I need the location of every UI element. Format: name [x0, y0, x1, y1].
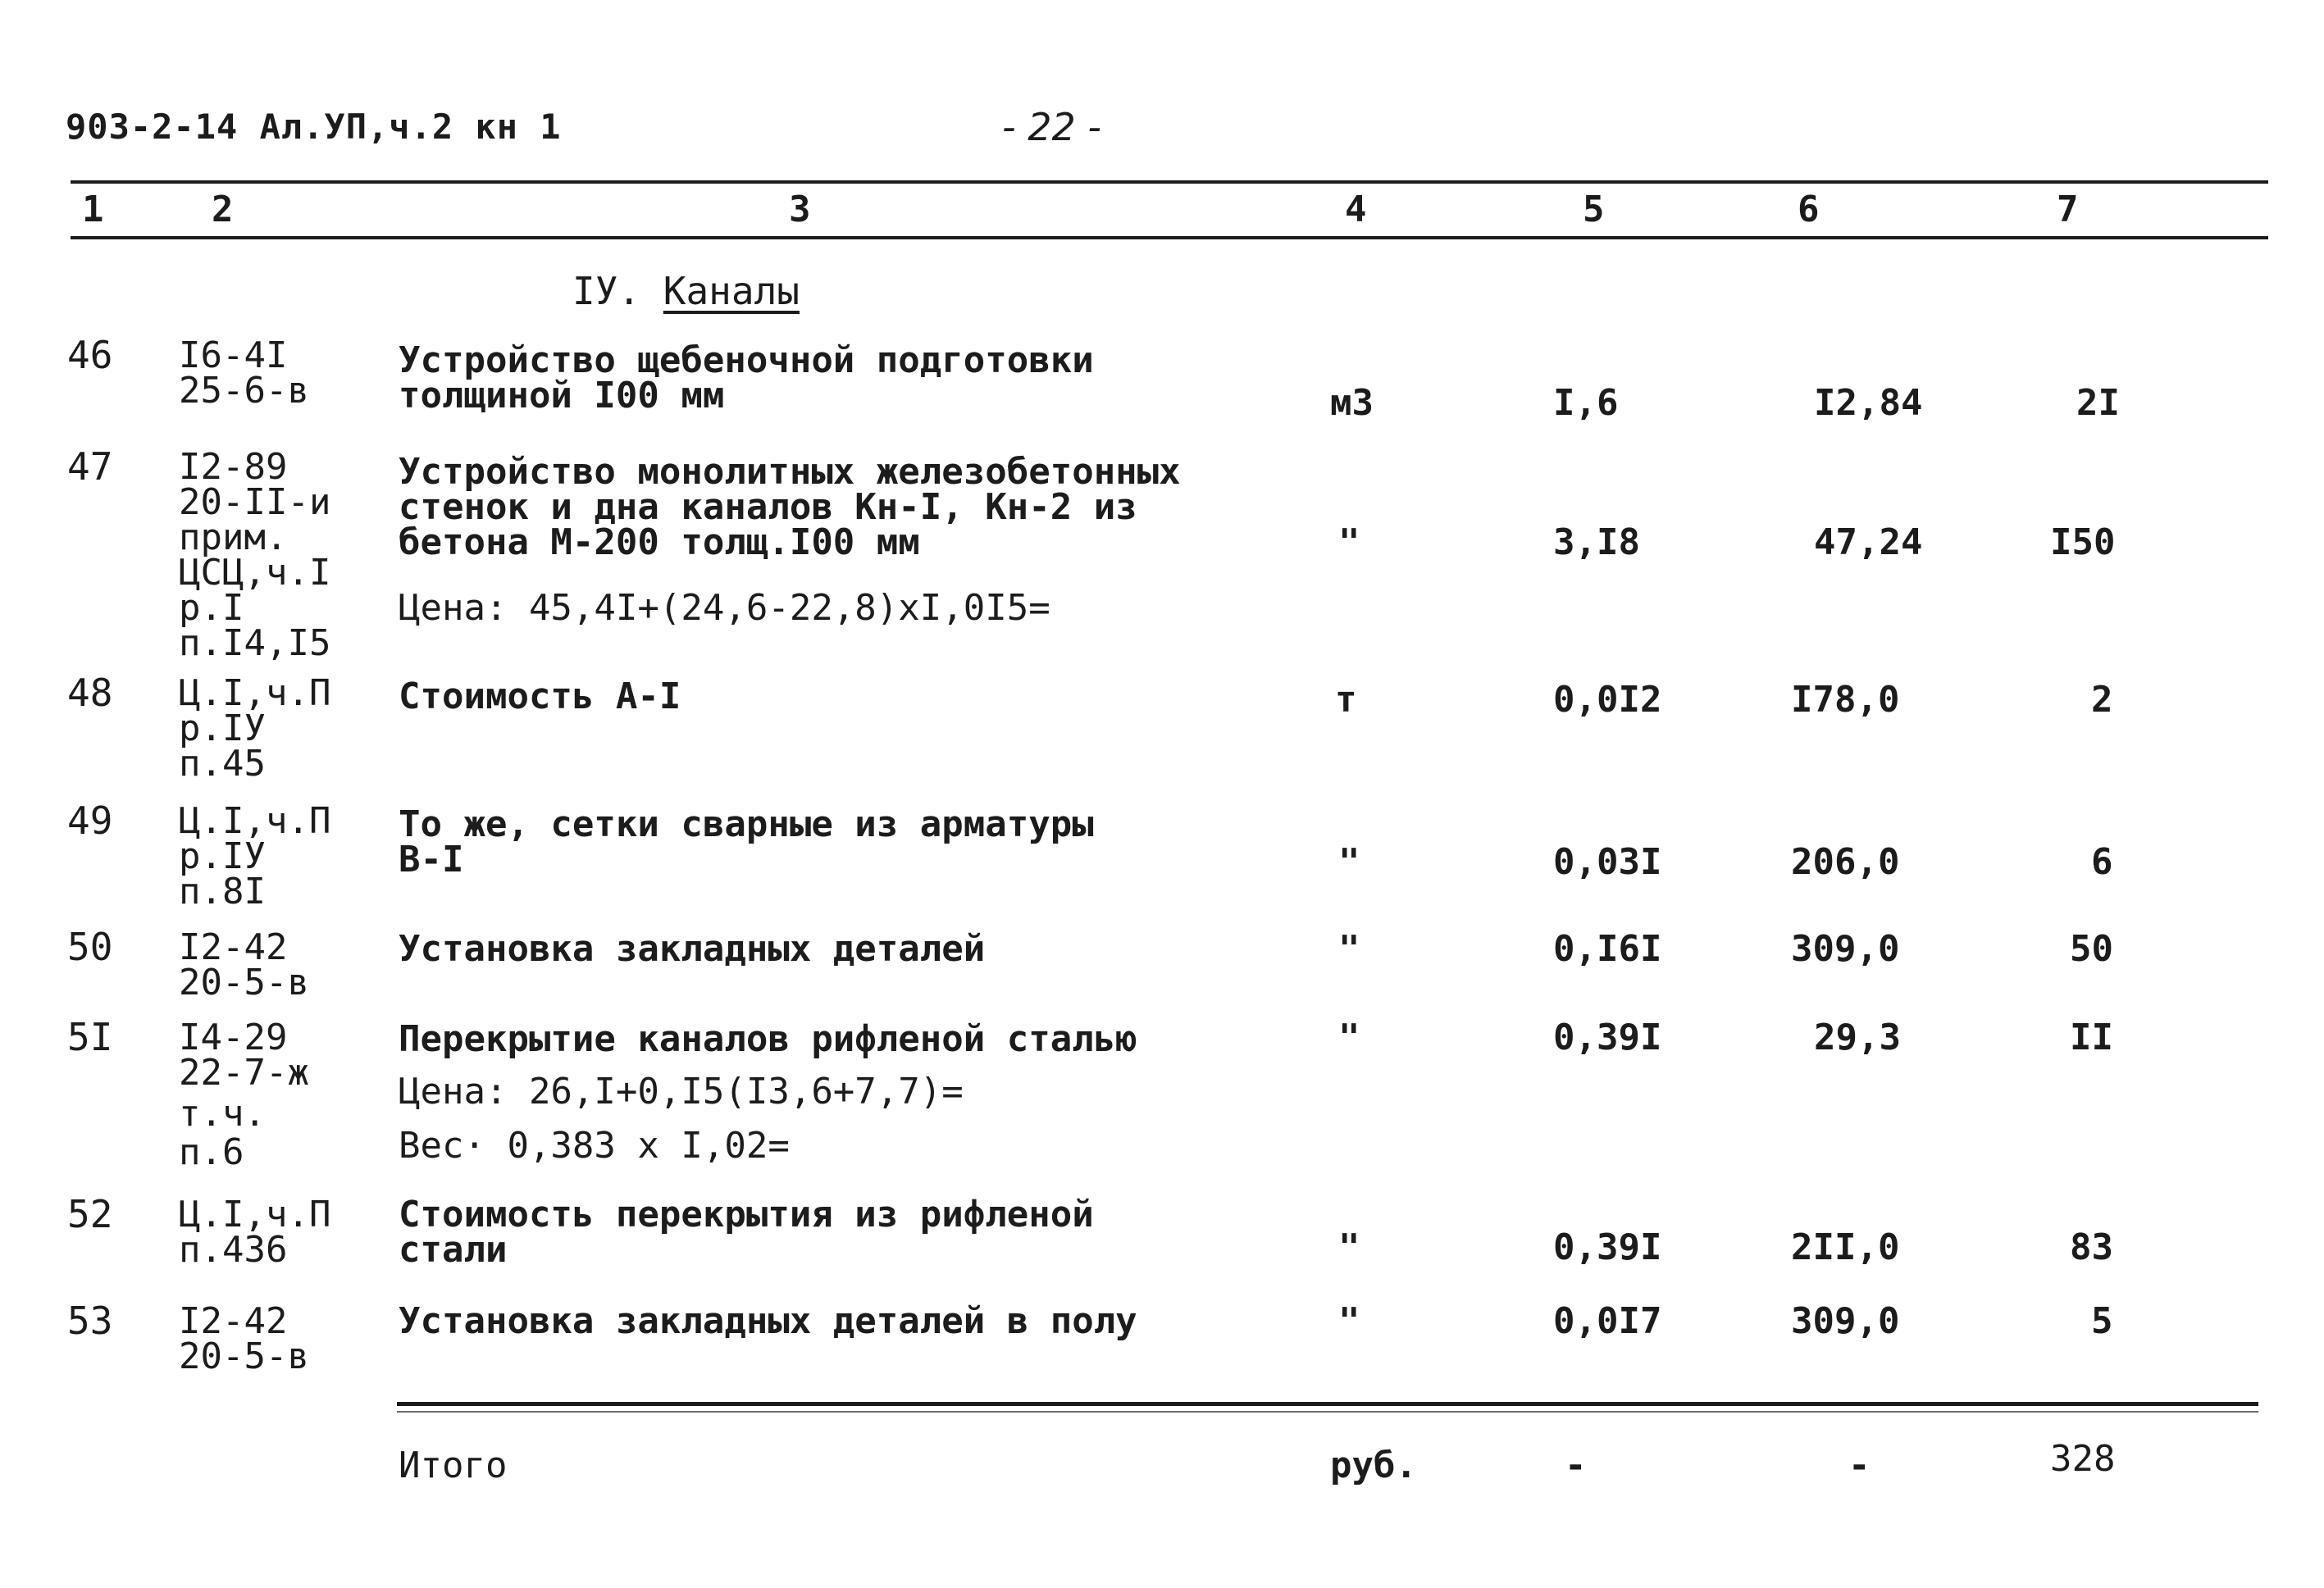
- row-52-desc-2: стали: [399, 1229, 508, 1271]
- row-53-number: 53: [67, 1299, 113, 1343]
- row-52-price: 2II,0: [1791, 1226, 1900, 1268]
- column-header-6: 6: [1798, 189, 1820, 230]
- row-51-ref-2: 22-7-ж: [179, 1052, 309, 1094]
- row-47-desc-1: Устройство монолитных железобетонных: [399, 451, 1181, 493]
- row-52-ref-2: п.436: [179, 1229, 288, 1271]
- row-48-qty: 0,0I2: [1553, 679, 1662, 721]
- row-49-ref-2: р.IУ: [179, 835, 266, 877]
- row-52-ref-1: Ц.I,ч.П: [179, 1194, 331, 1235]
- row-53-unit: ": [1338, 1300, 1360, 1342]
- row-48-desc-1: Стоимость А-I: [399, 676, 681, 717]
- row-53-ref-2: 20-5-в: [179, 1335, 309, 1377]
- row-53-desc-1: Установка закладных деталей в полу: [399, 1300, 1137, 1342]
- row-51-desc-1: Перекрытие каналов рифленой сталью: [399, 1018, 1137, 1060]
- row-51-price: 29,3: [1814, 1017, 1901, 1058]
- total-price: -: [1848, 1445, 1871, 1486]
- row-47-desc-2: стенок и дна каналов Кн-I, Кн-2 из: [399, 486, 1137, 528]
- row-47-note: Цена: 45,4I+(24,6-22,8)хI,0I5=: [399, 587, 1050, 629]
- section-heading: [572, 269, 800, 313]
- row-47-ref-2: 20-II-и: [179, 481, 331, 523]
- row-51-note-2: Вес· 0,383 х I,02=: [399, 1125, 790, 1167]
- row-46-qty: I,6: [1553, 382, 1619, 424]
- row-50-price: 309,0: [1791, 928, 1900, 970]
- row-48-ref-2: р.IУ: [179, 708, 266, 749]
- row-47-desc-3: бетона М-200 толщ.I00 мм: [399, 521, 920, 563]
- row-46-desc-1: Устройство щебеночной подготовки: [399, 339, 1094, 381]
- row-48-total: 2: [2091, 679, 2113, 721]
- row-49-unit: ": [1338, 841, 1360, 883]
- row-52-unit: ": [1338, 1226, 1360, 1268]
- column-header-5: 5: [1583, 189, 1605, 230]
- total-qty: -: [1565, 1445, 1587, 1486]
- header-rule-top: [71, 180, 2268, 184]
- row-49-price: 206,0: [1791, 841, 1900, 883]
- column-header-3: 3: [789, 189, 811, 230]
- row-47-unit: ": [1338, 521, 1360, 563]
- row-49-qty: 0,03I: [1553, 841, 1662, 883]
- row-50-desc-1: Установка закладных деталей: [399, 928, 986, 970]
- row-51-unit: ": [1338, 1017, 1360, 1058]
- row-47-price: 47,24: [1814, 521, 1923, 563]
- row-50-unit: ": [1338, 928, 1360, 970]
- summary-rule-thin: [397, 1411, 2258, 1413]
- row-46-number: 46: [67, 333, 113, 377]
- summary-rule: [397, 1402, 2258, 1406]
- row-48-ref-1: Ц.I,ч.П: [179, 672, 331, 714]
- section-numeral: IУ.: [572, 269, 641, 313]
- row-50-ref-2: 20-5-в: [179, 962, 309, 1003]
- row-51-qty: 0,39I: [1553, 1017, 1662, 1058]
- row-49-desc-1: То же, сетки сварные из арматуры: [399, 803, 1094, 845]
- row-46-ref-2: 25-6-в: [179, 370, 309, 412]
- row-49-number: 49: [67, 799, 113, 843]
- row-49-ref-1: Ц.I,ч.П: [179, 800, 331, 842]
- section-title: Каналы: [663, 269, 800, 313]
- row-51-note: Цена: 26,I+0,I5(I3,6+7,7)=: [399, 1071, 964, 1113]
- row-51-number: 5I: [67, 1015, 113, 1059]
- row-51-total: II: [2070, 1017, 2113, 1058]
- total-sum: 328: [2050, 1438, 2116, 1480]
- row-48-price: I78,0: [1791, 679, 1900, 721]
- row-46-total: 2I: [2076, 382, 2120, 424]
- document-code: 903-2-14 Ал.УП,ч.2 кн 1: [66, 107, 562, 147]
- row-48-number: 48: [67, 671, 113, 715]
- row-48-ref-3: п.45: [179, 743, 266, 785]
- row-53-price: 309,0: [1791, 1300, 1900, 1342]
- row-53-total: 5: [2091, 1300, 2113, 1342]
- row-47-total: I50: [2050, 521, 2116, 563]
- total-unit: руб.: [1330, 1445, 1417, 1486]
- header-rule-bottom: [71, 236, 2268, 239]
- row-47-ref-4: ЦСЦ,ч.I: [179, 552, 331, 594]
- row-52-qty: 0,39I: [1553, 1226, 1662, 1268]
- row-48-unit: т: [1335, 679, 1357, 721]
- row-50-total: 50: [2070, 928, 2113, 970]
- row-46-unit: м3: [1330, 382, 1374, 424]
- row-52-desc-1: Стоимость перекрытия из рифленой: [399, 1194, 1094, 1235]
- row-47-number: 47: [67, 444, 113, 489]
- row-47-ref-5: р.I: [179, 587, 244, 629]
- row-47-ref-3: прим.: [179, 516, 288, 558]
- row-47-qty: 3,I8: [1553, 521, 1640, 563]
- column-header-7: 7: [2057, 189, 2079, 230]
- row-50-ref-1: I2-42: [179, 926, 288, 968]
- row-46-ref-1: I6-4I: [179, 334, 288, 376]
- row-52-number: 52: [67, 1192, 113, 1236]
- row-52-total: 83: [2070, 1226, 2113, 1268]
- row-50-qty: 0,I6I: [1553, 928, 1662, 970]
- column-header-4: 4: [1345, 189, 1367, 230]
- row-49-desc-2: В-I: [399, 839, 464, 880]
- row-47-ref-6: п.I4,I5: [179, 622, 331, 664]
- column-header-2: 2: [212, 189, 234, 230]
- row-50-number: 50: [67, 925, 113, 969]
- row-49-ref-3: п.8I: [179, 871, 266, 912]
- row-51-ref-4: п.6: [179, 1131, 244, 1173]
- row-53-qty: 0,0I7: [1553, 1300, 1662, 1342]
- row-46-desc-2: толщиной I00 мм: [399, 375, 725, 416]
- row-53-ref-1: I2-42: [179, 1300, 288, 1342]
- row-47-ref-1: I2-89: [179, 446, 288, 488]
- row-51-ref-3: т.ч.: [179, 1093, 266, 1135]
- row-51-ref-1: I4-29: [179, 1017, 288, 1058]
- row-46-price: I2,84: [1814, 382, 1923, 424]
- column-header-1: 1: [82, 189, 104, 230]
- page-number: - 22 -: [1002, 105, 1101, 149]
- total-label: Итого: [399, 1445, 508, 1486]
- row-49-total: 6: [2091, 841, 2113, 883]
